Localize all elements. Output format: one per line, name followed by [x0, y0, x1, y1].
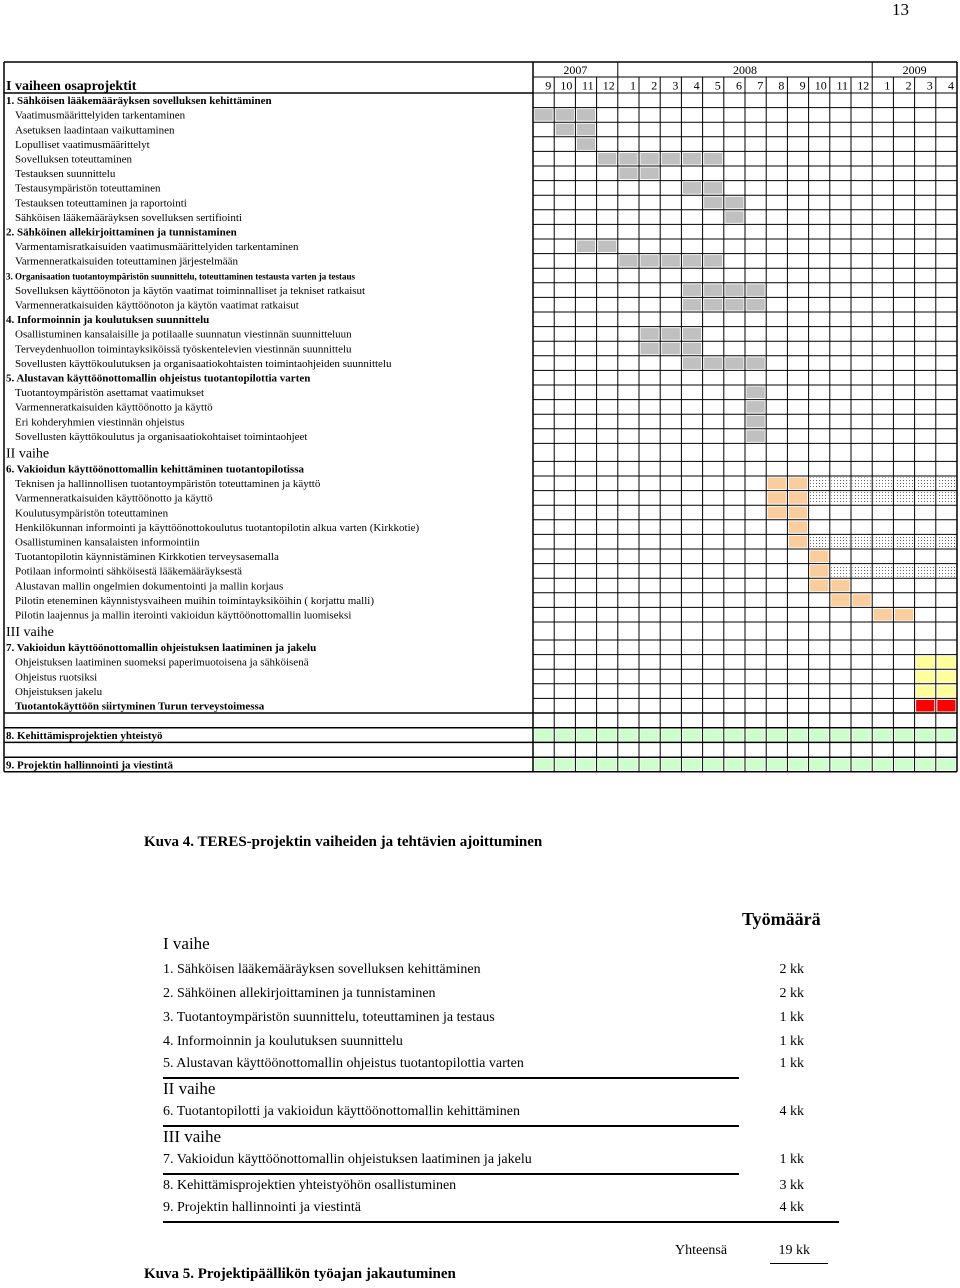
year-label: 2009 [902, 63, 927, 77]
gantt-bar-cell [577, 124, 595, 136]
gantt-row-label: Pilotin eteneminen käynnistysvaiheen muihin toimintayksiköihin ( korjattu malli) [15, 594, 374, 607]
gantt-row-label: Henkilökunnan informointi ja käyttöönottokoulutus tuotantopilotin alkua varten (Kirkkotie) [15, 521, 420, 534]
gantt-bar-cell [704, 357, 722, 369]
gantt-bar-cell [683, 299, 701, 311]
gantt-bar-cell [810, 565, 828, 577]
year-label: 2008 [733, 63, 757, 77]
month-label: 9 [545, 78, 552, 93]
gantt-bar-cell [789, 521, 807, 533]
gantt-row-label: Vaatimusmäärittelyiden tarkentaminen [15, 109, 186, 122]
gantt-row-label: Sovelluksen käyttöönoton ja käytön vaatimat toiminnalliset ja tekniset ratkaisut [15, 284, 366, 297]
gantt-row-label: Varmenneratkaisuiden käyttöönotto ja käyttö [15, 492, 213, 505]
gantt-bar-cell [810, 729, 828, 741]
month-label: 4 [693, 78, 700, 93]
gantt-row-label: Potilaan informointi sähköisestä lääkemääräyksestä [15, 565, 242, 578]
workload-item-label: 4. Informoinnin ja koulutuksen suunnittelu [163, 1034, 403, 1049]
gantt-bar-cell [895, 565, 913, 577]
gantt-bar-cell [916, 492, 934, 504]
gantt-bar-cell [831, 729, 849, 741]
month-label: 5 [714, 78, 721, 93]
gantt-bar-cell [662, 343, 680, 355]
gantt-row-label: Pilotin laajennus ja mallin iterointi vakioidun käyttöönottomallin luomiseksi [15, 609, 352, 622]
gantt-bar-cell [937, 671, 955, 683]
total-value: 19 kk [778, 1243, 810, 1258]
gantt-bar-cell [556, 124, 574, 136]
gantt-bar-cell [725, 729, 743, 741]
gantt-bar-cell [831, 492, 849, 504]
divider [163, 1221, 839, 1223]
gantt-bar-cell [747, 299, 765, 311]
gantt-bar-cell [535, 729, 553, 741]
gantt-bar-cell [874, 759, 892, 771]
month-label: 7 [757, 78, 764, 93]
gantt-bar-cell [683, 153, 701, 165]
gantt-row-label: II vaihe [6, 446, 50, 462]
workload-item-label: 6. Tuotantopilotti ja vakioidun käyttöönottomallin kehittäminen [163, 1104, 520, 1119]
gantt-bar-cell [704, 759, 722, 771]
gantt-row-label: Eri kohderyhmien viestinnän ohjeistus [15, 416, 185, 429]
gantt-bar-cell [937, 759, 955, 771]
gantt-bar-cell [916, 656, 934, 668]
gantt-bar-cell [789, 478, 807, 490]
workload-item-value: 2 kk [779, 962, 804, 977]
gantt-bar-cell [556, 759, 574, 771]
gantt-bar-cell [725, 357, 743, 369]
workload-item-value: 1 kk [779, 1152, 804, 1167]
month-label: 1 [630, 78, 636, 93]
gantt-row-label: Testausympäristön toteuttaminen [15, 182, 161, 195]
gantt-bar-cell [874, 478, 892, 490]
divider [163, 1077, 739, 1079]
gantt-bar-cell [789, 536, 807, 548]
gantt-bar-cell [831, 594, 849, 606]
gantt-row-label: Sähköisen lääkemääräyksen sovelluksen sertifiointi [15, 211, 242, 224]
gantt-row-label: 5. Alustavan käyttöönottomallin ohjeistus tuotantopilottia varten [6, 372, 311, 385]
gantt-bar-cell [853, 565, 871, 577]
workload-item-label: 1. Sähköisen lääkemääräyksen sovelluksen kehittäminen [163, 962, 481, 977]
figure-5-caption: Kuva 5. Projektipäällikön työajan jakautuminen [144, 1266, 456, 1282]
gantt-bar-cell [662, 153, 680, 165]
gantt-bar-cell [725, 284, 743, 296]
gantt-bar-cell [577, 109, 595, 121]
gantt-row-label: Lopulliset vaatimusmäärittelyt [15, 138, 150, 151]
workload-item-label: 5. Alustavan käyttöönottomallin ohjeistus tuotantopilottia varten [163, 1056, 524, 1071]
divider [163, 1173, 739, 1175]
gantt-bar-cell [747, 387, 765, 399]
gantt-row-label: Tuotantokäyttöön siirtyminen Turun terveystoimessa [15, 700, 265, 713]
gantt-row-label: Testauksen toteuttaminen ja raportointi [15, 197, 187, 210]
gantt-bar-cell [747, 430, 765, 442]
gantt-row-label: Sovelluksen toteuttaminen [15, 153, 133, 166]
gantt-bar-cell [768, 478, 786, 490]
gantt-bar-cell [937, 536, 955, 548]
gantt-bar-cell [747, 357, 765, 369]
gantt-bar-cell [619, 255, 637, 267]
gantt-bar-cell [916, 729, 934, 741]
gantt-bar-cell [683, 759, 701, 771]
gantt-bar-cell [556, 729, 574, 741]
gantt-row-label: Alustavan mallin ongelmien dokumentointi ja mallin korjaus [15, 580, 284, 593]
gantt-bar-cell [937, 478, 955, 490]
gantt-bar-cell [598, 759, 616, 771]
month-label: 11 [582, 78, 594, 93]
gantt-bar-cell [662, 729, 680, 741]
phase-3-heading: III vaihe [163, 1127, 222, 1146]
gantt-bar-cell [768, 759, 786, 771]
month-label: 10 [560, 78, 573, 93]
month-label: 12 [857, 78, 870, 93]
gantt-row-label: Testauksen suunnittelu [15, 168, 116, 181]
gantt-bar-cell [704, 197, 722, 209]
phase-1-heading: I vaihe [163, 934, 210, 953]
gantt-bar-cell [747, 284, 765, 296]
gantt-row-label: Varmenneratkaisuiden toteuttaminen järjestelmään [15, 255, 238, 268]
month-label: 3 [672, 78, 679, 93]
gantt-bar-cell [725, 299, 743, 311]
gantt-bar-cell [810, 551, 828, 563]
gantt-bar-cell [641, 759, 659, 771]
gantt-bar-cell [916, 536, 934, 548]
month-label: 9 [799, 78, 806, 93]
gantt-row-label: Teknisen ja hallinnollisen tuotantoympäristön toteuttaminen ja käyttö [15, 478, 321, 491]
month-label: 2 [905, 78, 912, 93]
gantt-bar-cell [641, 255, 659, 267]
gantt-bar-cell [747, 401, 765, 413]
gantt-bar-cell [831, 565, 849, 577]
gantt-bar-cell [662, 759, 680, 771]
gantt-row-label: 6. Vakioidun käyttöönottomallin kehittäminen tuotantopilotissa [6, 463, 304, 476]
figure-4-caption: Kuva 4. TERES-projektin vaiheiden ja tehtävien ajoittuminen [144, 834, 543, 850]
gantt-row-label: Asetuksen laadintaan vaikuttaminen [15, 124, 175, 137]
phase-2-heading: II vaihe [163, 1079, 216, 1098]
gantt-bar-cell [556, 109, 574, 121]
workload-item-label: 9. Projektin hallinnointi ja viestintä [163, 1200, 361, 1215]
gantt-bar-cell [831, 536, 849, 548]
gantt-bar-cell [704, 182, 722, 194]
workload-item-label: 8. Kehittämisprojektien yhteistyöhön osallistuminen [163, 1178, 457, 1193]
gantt-bar-cell [853, 759, 871, 771]
workload-item-value: 3 kk [779, 1178, 804, 1193]
gantt-bar-cell [874, 609, 892, 621]
gantt-bar-cell [577, 759, 595, 771]
workload-item-value: 4 kk [779, 1104, 804, 1119]
gantt-bar-cell [831, 478, 849, 490]
gantt-bar-cell [619, 168, 637, 180]
workload-item-label: 3. Tuotantoympäristön suunnittelu, toteuttaminen ja testaus [163, 1010, 495, 1025]
gantt-bar-cell [937, 729, 955, 741]
month-label: 11 [836, 78, 848, 93]
gantt-bar-cell [789, 507, 807, 519]
gantt-bar-cell [704, 153, 722, 165]
gantt-bar-cell [895, 729, 913, 741]
month-label: 12 [602, 78, 615, 93]
gantt-bar-cell [641, 153, 659, 165]
gantt-bar-cell [874, 565, 892, 577]
gantt-bar-cell [831, 759, 849, 771]
gantt-bar-cell [937, 700, 955, 712]
workload-item-value: 4 kk [779, 1200, 804, 1215]
workload-item-label: 7. Vakioidun käyttöönottomallin ohjeistuksen laatiminen ja jakelu [163, 1152, 532, 1167]
gantt-bar-cell [874, 536, 892, 548]
gantt-bar-cell [577, 241, 595, 253]
gantt-bar-cell [895, 492, 913, 504]
gantt-bar-cell [853, 478, 871, 490]
gantt-bar-cell [619, 759, 637, 771]
gantt-bar-cell [704, 299, 722, 311]
gantt-bar-cell [810, 478, 828, 490]
gantt-row-label: Varmenneratkaisuiden käyttöönotto ja käyttö [15, 401, 213, 414]
total-label: Yhteensä [675, 1243, 728, 1258]
gantt-bar-cell [704, 284, 722, 296]
gantt-bar-cell [853, 492, 871, 504]
month-label: 2 [651, 78, 658, 93]
gantt-row-label: 1. Sähköisen lääkemääräyksen sovelluksen kehittäminen [6, 95, 272, 108]
gantt-row-label: Tuotantopilotin käynnistäminen Kirkkotien terveysasemalla [15, 551, 279, 564]
gantt-row-label: Ohjeistus ruotsiksi [15, 671, 98, 684]
gantt-row-label: III vaihe [6, 625, 54, 640]
gantt-bar-cell [704, 729, 722, 741]
gantt-bar-cell [916, 565, 934, 577]
gantt-bar-cell [916, 671, 934, 683]
gantt-bar-cell [810, 580, 828, 592]
gantt-bar-cell [831, 580, 849, 592]
gantt-bar-cell [747, 759, 765, 771]
gantt-bar-cell [810, 536, 828, 548]
gantt-bar-cell [535, 109, 553, 121]
gantt-bar-cell [535, 759, 553, 771]
gantt-bar-cell [662, 328, 680, 340]
gantt-bar-cell [662, 255, 680, 267]
gantt-bar-cell [789, 759, 807, 771]
gantt-bar-cell [853, 594, 871, 606]
workload-header: Työmäärä [742, 909, 821, 929]
workload-item-value: 1 kk [779, 1056, 804, 1071]
gantt-row-label: Tuotantoympäristön asettamat vaatimukset [15, 387, 205, 400]
gantt-row-label: Terveydenhuollon toimintayksiköissä työskentelevien viestinnän suunnittelu [15, 343, 352, 356]
gantt-bar-cell [895, 759, 913, 771]
gantt-row-label: Osallistuminen kansalaisille ja potilaalle suunnatun viestinnän suunnitteluun [15, 328, 352, 341]
gantt-bar-cell [916, 685, 934, 697]
gantt-bar-cell [683, 255, 701, 267]
gantt-bar-cell [853, 536, 871, 548]
gantt-bar-cell [725, 211, 743, 223]
gantt-bar-cell [874, 492, 892, 504]
month-label: 3 [926, 78, 933, 93]
gantt-bar-cell [916, 759, 934, 771]
month-label: 10 [814, 78, 827, 93]
gantt-bar-cell [683, 284, 701, 296]
gantt-bar-cell [619, 729, 637, 741]
gantt-bar-cell [895, 609, 913, 621]
gantt-bar-cell [895, 478, 913, 490]
gantt-row-label: Sovellusten käyttökoulutuksen ja organisaatiokohtaisten toimintaohjeiden suunnittelu [15, 357, 392, 370]
gantt-row-label: 9. Projektin hallinnointi ja viestintä [6, 759, 173, 772]
gantt-bar-cell [683, 343, 701, 355]
gantt-bar-cell [683, 357, 701, 369]
gantt-row-label: Ohjeistuksen jakelu [15, 685, 103, 698]
gantt-bar-cell [810, 759, 828, 771]
gantt-row-label: Varmentamisratkaisuiden vaatimusmäärittelyiden tarkentaminen [15, 241, 299, 254]
gantt-bar-cell [937, 492, 955, 504]
workload-item-value: 1 kk [779, 1010, 804, 1025]
gantt-bar-cell [619, 153, 637, 165]
gantt-bar-cell [683, 182, 701, 194]
gantt-bar-cell [789, 492, 807, 504]
workload-item-label: 2. Sähköinen allekirjoittaminen ja tunnistaminen [163, 986, 436, 1001]
gantt-row-label: Koulutusympäristön toteuttaminen [15, 507, 169, 520]
gantt-bar-cell [598, 729, 616, 741]
gantt-bar-cell [747, 416, 765, 428]
gantt-bar-cell [598, 153, 616, 165]
gantt-bar-cell [641, 729, 659, 741]
gantt-bar-cell [895, 536, 913, 548]
gantt-row-label: Ohjeistuksen laatiminen suomeksi paperimuotoisena ja sähköisenä [15, 656, 309, 669]
year-label: 2007 [563, 63, 588, 77]
gantt-bar-cell [641, 328, 659, 340]
month-label: 1 [884, 78, 891, 93]
workload-item-value: 1 kk [779, 1034, 804, 1049]
workload-item-value: 2 kk [779, 986, 804, 1001]
gantt-bar-cell [683, 729, 701, 741]
gantt-row-label: 8. Kehittämisprojektien yhteistyö [6, 729, 163, 742]
month-label: 4 [948, 78, 954, 93]
page-number: 13 [892, 0, 909, 19]
gantt-bar-cell [577, 138, 595, 150]
month-label: 6 [736, 78, 742, 93]
gantt-bar-cell [810, 492, 828, 504]
gantt-row-label: 3. Organisaation tuotantoympäristön suunnittelu, toteuttaminen testausta varten ja testaus [6, 271, 356, 282]
gantt-bar-cell [641, 168, 659, 180]
gantt-bar-cell [747, 729, 765, 741]
gantt-bar-cell [704, 255, 722, 267]
gantt-bar-cell [577, 729, 595, 741]
gantt-bar-cell [874, 729, 892, 741]
gantt-bar-cell [725, 759, 743, 771]
gantt-bar-cell [768, 729, 786, 741]
gantt-bar-cell [937, 685, 955, 697]
gantt-bar-cell [683, 328, 701, 340]
gantt-row-label: Sovellusten käyttökoulutus ja organisaatiokohtaiset toimintaohjeet [15, 430, 308, 443]
gantt-bar-cell [916, 478, 934, 490]
total-underline [770, 1263, 828, 1264]
gantt-bar-cell [768, 507, 786, 519]
gantt-row-label: 7. Vakioidun käyttöönottomallin ohjeistuksen laatiminen ja jakelu [6, 642, 317, 655]
gantt-bar-cell [789, 729, 807, 741]
gantt-bar-cell [916, 700, 934, 712]
gantt-row-label: Osallistuminen kansalaisten informointiin [15, 536, 200, 549]
divider [163, 1125, 739, 1127]
gantt-bar-cell [725, 197, 743, 209]
gantt-bar-cell [853, 729, 871, 741]
gantt-row-label: I vaiheen osaprojektit [6, 79, 137, 94]
gantt-row-label: Varmenneratkaisuiden käyttöönoton ja käytön vaatimat ratkaisut [15, 299, 299, 312]
gantt-bar-cell [937, 565, 955, 577]
gantt-bar-cell [641, 343, 659, 355]
month-label: 8 [778, 78, 785, 93]
gantt-row-label: 4. Informoinnin ja koulutuksen suunnittelu [6, 314, 210, 327]
gantt-row-label: 2. Sähköinen allekirjoittaminen ja tunnistaminen [6, 226, 237, 239]
gantt-bar-cell [598, 241, 616, 253]
gantt-bar-cell [937, 656, 955, 668]
gantt-bar-cell [768, 492, 786, 504]
